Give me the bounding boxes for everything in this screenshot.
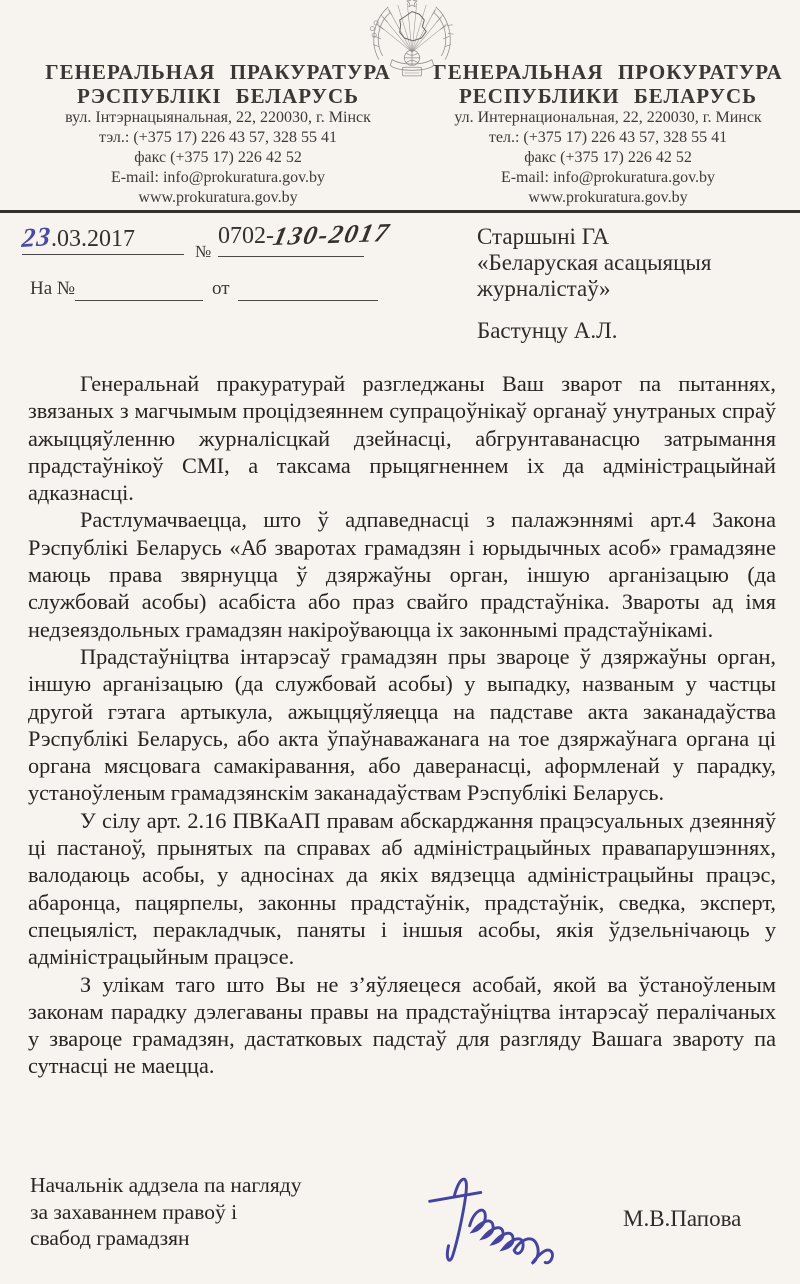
org-website-ru: www.prokuratura.gov.by [528, 189, 688, 206]
handwritten-date-day: 23 [20, 221, 53, 253]
outgoing-number-field [218, 217, 394, 257]
org-title-ru-line1: ГЕНЕРАЛЬНАЯ ПРОКУРАТУРА [433, 60, 783, 84]
reference-block [0, 218, 470, 358]
signer-position-line2: за захаваннем правоў і [30, 1199, 238, 1224]
org-email-by: E-mail: info@prokuratura.gov.by [110, 169, 326, 186]
incoming-date-label: от [212, 278, 230, 299]
handwritten-signature [408, 1168, 598, 1268]
recipient-org-line2: журналістаў» [477, 276, 611, 301]
signer-name: М.В.Папова [623, 1206, 742, 1231]
recipient-name: Бастунцу А.Л. [477, 318, 618, 343]
body-paragraph: Генеральнай пракуратурай разгледжаны Ваш зварот па пытаннях, звязаных з магчымым процідзеяннем супрацоўнікаў органаў унутраных спраў ажыццяўленню журналісцкай дзейнасці, абгрунтаванасцю затрымання прадстаўнікоў СМІ, а таксама прыцягненнем іх да адміністрацыйнай адказнасці. [28, 371, 776, 506]
signer-position [30, 1172, 301, 1252]
date-field [22, 222, 184, 255]
recipient-position: Старшыні ГА [477, 224, 610, 249]
org-title-by-line1: ГЕНЕРАЛЬНАЯ ПРАКУРАТУРА [45, 60, 391, 84]
body-paragraph: Растлумачваецца, што ў адпаведнасці з палажэннямі арт.4 Закона Рэспублікі Беларусь «Аб зваротах грамадзян і юрыдычных асоб» грамадзяне маюць права звярнуцца ў дзяржаўны орган, іншую арганізацыю (да службовай асобы) асабіста або праз свайго прадстаўніка. Звароты ад імя недзеяздольных грамадзян накіроўваюцца іх законнымі прадстаўнікамі. [28, 507, 776, 642]
signer-position-line3: свабод грамадзян [30, 1226, 190, 1250]
handwritten-number: 130-2017 [270, 217, 394, 252]
org-title-by-line2: РЭСПУБЛІКІ БЕЛАРУСЬ [76, 84, 359, 108]
org-phone-by: тэл.: (+375 17) 226 43 57, 328 55 41 [98, 129, 338, 146]
letterhead-left-belarusian [18, 60, 418, 208]
recipient-org-line1: «Беларуская асацыяцыя [477, 250, 712, 275]
signature-block [0, 1166, 800, 1276]
number-sign-label: № [195, 242, 212, 261]
incoming-date-blank [238, 286, 378, 301]
incoming-number-blank [75, 286, 203, 301]
body-paragraph: Прадстаўніцтва інтарэсаў грамадзян пры звароце ў дзяржаўны орган, іншую арганізацыю (да службовай асобы) у выпадку, названым у частцы другой гэтага артыкула, ажыццяўляецца на падставе акта заканадаўства Рэспублікі Беларусь, або акта ўпаўнаважанага на тое дзяржаўнага органа ці органа мясцовага самакіравання, або даверанасці, аформленай у парадку, устаноўленым грамадзянскім заканадаўствам Рэспублікі Беларусь. [28, 643, 776, 806]
org-phone-ru: тел.: (+375 17) 226 43 57, 328 55 41 [488, 129, 728, 146]
org-website-by: www.prokuratura.gov.by [138, 189, 298, 206]
letter-body [28, 370, 776, 1080]
header-divider-line [0, 210, 800, 213]
body-paragraph: З улікам таго што Вы не з’яўляецеся асобай, якой ва ўстаноўленым законам парадку дэлегаваны правы на прадстаўніцтва інтарэсаў пералічаных у звароце грамадзян, дастатковых падстаў для разгляду Вашага звароту па сутнасці не маецца. [28, 971, 776, 1079]
body-paragraph: У сілу арт. 2.16 ПВКаАП правам абскарджання працэсуальных дзеянняў ці пастаноў, прынятых па справах аб адміністрацыйных правапарушэннях, валодаюць асобы, у адносінах да якіх вядзецца адміністрацыйны працэс, абаронца, пацярпелы, законны прадстаўнік, прадстаўнік, сведка, эксперт, спецыяліст, перакладчык, паняты і іншыя асобы, якія ўдзельнічаюць у адміністрацыйным працэсе. [28, 807, 776, 970]
org-address-by: вул. Інтэрнацыянальная, 22, 220030, г. Мінск [65, 109, 371, 126]
incoming-reference-row [30, 278, 460, 300]
recipient-block [477, 224, 711, 344]
org-fax-ru: факс (+375 17) 226 42 52 [524, 149, 692, 166]
signer-position-line1: Начальнік аддзела па нагляду [30, 1173, 302, 1197]
org-address-ru: ул. Интернациональная, 22, 220030, г. Минск [454, 109, 762, 126]
org-email-ru: E-mail: info@prokuratura.gov.by [500, 169, 716, 186]
letterhead [0, 0, 800, 212]
printed-number-prefix: 0702- [218, 223, 274, 249]
letterhead-right-russian [428, 60, 788, 208]
org-title-ru-line2: РЕСПУБЛИКИ БЕЛАРУСЬ [458, 84, 758, 108]
printed-date: .03.2017 [51, 226, 135, 252]
org-fax-by: факс (+375 17) 226 42 52 [134, 149, 302, 166]
incoming-number-label: На № [30, 278, 76, 299]
